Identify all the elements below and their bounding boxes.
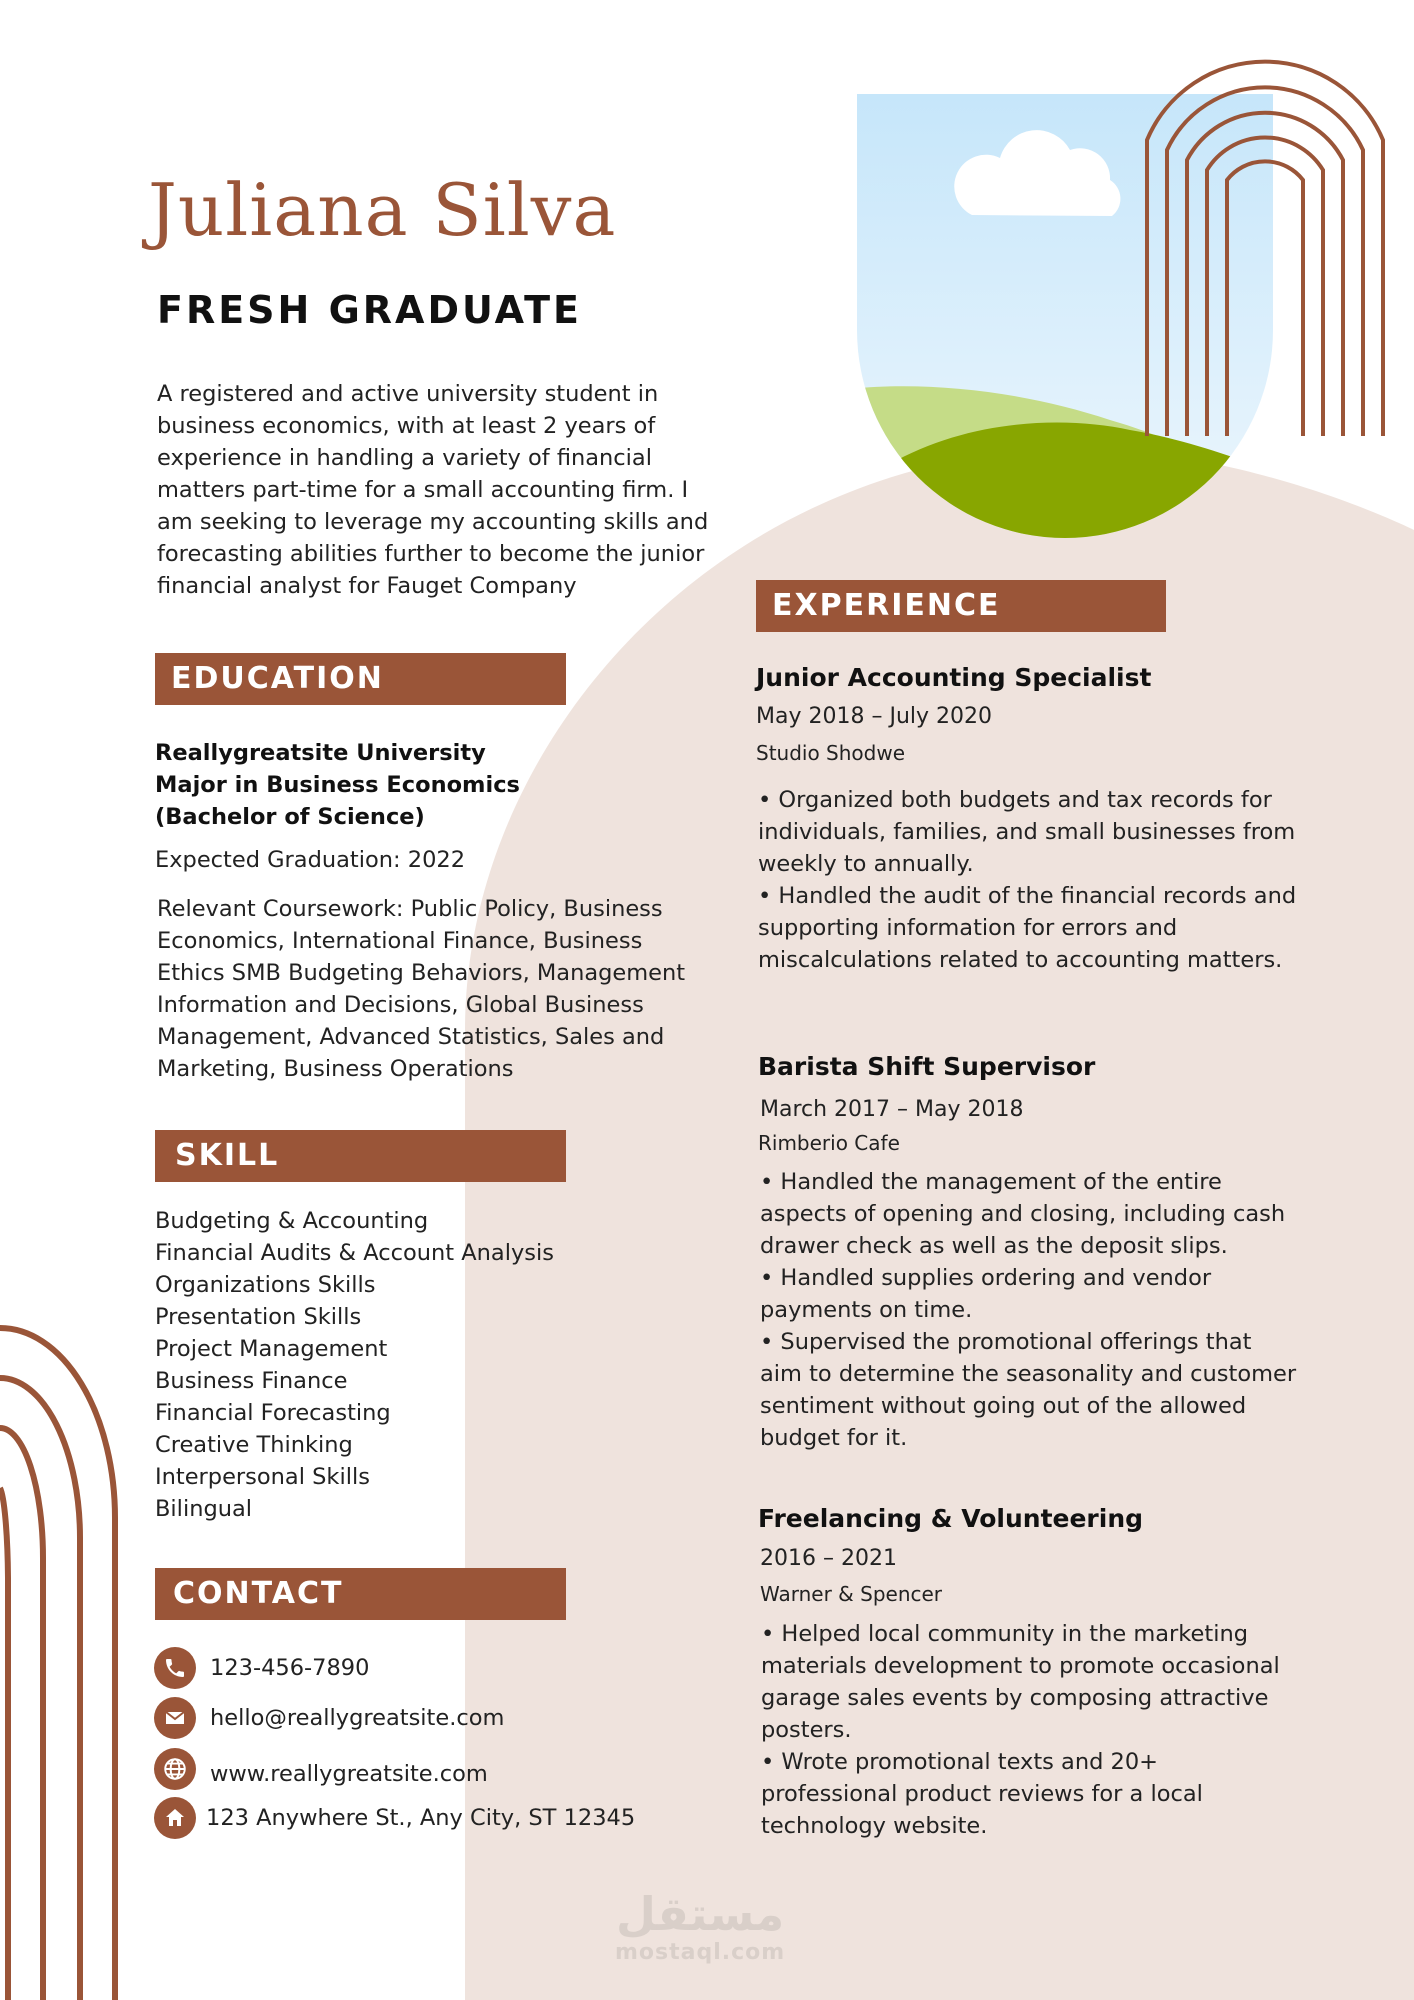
- job-dates: 2016 – 2021: [760, 1546, 897, 1571]
- arch-lines-bottom: [0, 1328, 115, 2000]
- skill-item: Financial Forecasting: [155, 1400, 391, 1426]
- job-company: Rimberio Cafe: [758, 1131, 900, 1155]
- email-icon: [154, 1697, 196, 1739]
- job-company: Studio Shodwe: [756, 741, 906, 765]
- job-role-title: FRESH GRADUATE: [157, 288, 583, 332]
- skill-item: Creative Thinking: [155, 1432, 353, 1458]
- education-heading: EDUCATION: [155, 653, 566, 705]
- skill-item: Bilingual: [155, 1496, 253, 1522]
- email-address: hello@reallygreatsite.com: [210, 1705, 505, 1731]
- job-bullets: [758, 784, 1298, 976]
- skill-list: [155, 1205, 615, 1525]
- job-bullet: • Organized both budgets and tax records for individuals, families, and small businesses from weekly to annually.: [758, 787, 1296, 877]
- watermark: [615, 1888, 785, 1965]
- job-bullet: • Supervised the promotional offerings that aim to determine the seasonality and customer sentiment without going out of the allowed budget for it.: [760, 1329, 1297, 1451]
- contact-website[interactable]: [154, 1748, 488, 1790]
- education-title-line: Major in Business Economics: [155, 772, 520, 798]
- job-title: Freelancing & Volunteering: [758, 1504, 1144, 1533]
- contact-phone[interactable]: [154, 1647, 369, 1689]
- skill-item: Interpersonal Skills: [155, 1464, 370, 1490]
- skill-item: Project Management: [155, 1336, 388, 1362]
- job-company: Warner & Spencer: [760, 1582, 943, 1606]
- globe-icon: [154, 1748, 196, 1790]
- job-bullet: • Handled supplies ordering and vendor payments on time.: [760, 1265, 1212, 1323]
- contact-heading: CONTACT: [155, 1568, 566, 1620]
- profile-summary: A registered and active university student in business economics, with at least 2 years of experience in handling a variety of financial matters part-time for a small accounting firm. I am seeking to leverage my accounting skills and forecasting abilities further to become the junior financial analyst for Fauget Company: [157, 381, 709, 599]
- skill-heading: SKILL: [155, 1130, 566, 1182]
- job-bullet: • Handled the audit of the financial records and supporting information for errors and miscalculations related to accounting matters.: [758, 883, 1297, 973]
- contact-address: [154, 1797, 635, 1839]
- watermark-logo: مستقل: [616, 1887, 785, 1941]
- job-bullets: [761, 1618, 1301, 1842]
- address-text: 123 Anywhere St., Any City, ST 12345: [206, 1805, 636, 1831]
- job-bullet: • Handled the management of the entire aspects of opening and closing, including cash drawer check as well as the deposit slips.: [760, 1169, 1286, 1259]
- website-url: www.reallygreatsite.com: [210, 1761, 488, 1787]
- phone-icon: [154, 1647, 196, 1689]
- education-title-line: (Bachelor of Science): [155, 804, 425, 830]
- job-bullet: • Helped local community in the marketing materials development to promote occasional garage sales events by composing attractive posters.: [761, 1621, 1280, 1743]
- job-dates: March 2017 – May 2018: [760, 1097, 1024, 1122]
- home-icon: [154, 1797, 196, 1839]
- education-degree: [155, 737, 675, 833]
- job-title: Junior Accounting Specialist: [756, 663, 1152, 692]
- skill-item: Business Finance: [155, 1368, 348, 1394]
- skill-item: Budgeting & Accounting: [155, 1208, 429, 1234]
- job-title: Barista Shift Supervisor: [758, 1052, 1096, 1081]
- contact-email[interactable]: [154, 1697, 504, 1739]
- skill-item: Presentation Skills: [155, 1304, 362, 1330]
- experience-heading: EXPERIENCE: [756, 580, 1166, 632]
- education-coursework: Relevant Coursework: Public Policy, Business Economics, International Finance, Business Ethics SMB Budgeting Behaviors, Management Information and Decisions, Global Business Management, Advanced Statistics, Sales and Marketing, Business Operations: [157, 896, 686, 1082]
- job-bullets: [760, 1166, 1300, 1454]
- skill-item: Financial Audits & Account Analysis: [155, 1240, 554, 1266]
- education-graduation: Expected Graduation: 2022: [155, 847, 466, 873]
- candidate-name: Juliana Silva: [148, 168, 617, 252]
- watermark-url: mostaql.com: [615, 1940, 786, 1965]
- education-title-line: Reallygreatsite University: [155, 740, 486, 766]
- job-dates: May 2018 – July 2020: [756, 704, 992, 729]
- skill-item: Organizations Skills: [155, 1272, 376, 1298]
- phone-number: 123-456-7890: [210, 1655, 370, 1681]
- job-bullet: • Wrote promotional texts and 20+ professional product reviews for a local technology website.: [761, 1749, 1203, 1839]
